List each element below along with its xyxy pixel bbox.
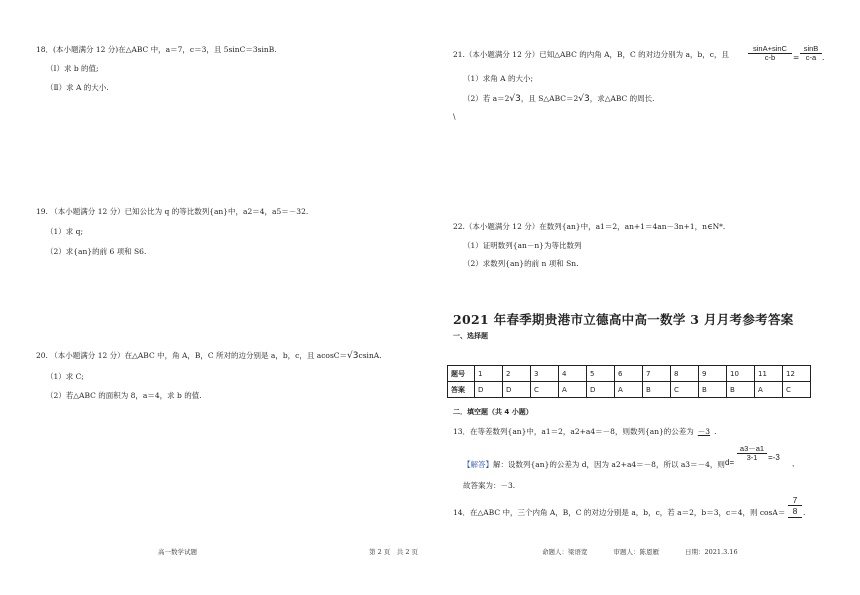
answer-table-number-row — [448, 366, 811, 382]
q14-fraction — [788, 495, 802, 516]
q22-part1: （1）证明数列{an－n}为等比数列 — [463, 241, 582, 250]
q19-part2: （2）求{an}的前 6 项和 S6. — [46, 247, 147, 256]
q21-part1: （1）求角 A 的大小; — [463, 74, 533, 83]
q21-fraction-2 — [800, 44, 825, 62]
q21-fraction-1 — [748, 45, 792, 62]
q21-p2-a: （2）若 a＝2 — [463, 94, 510, 103]
table-cell: C — [531, 382, 559, 398]
q14-stem: 14．在△ABC 中，三个内角 A，B，C 的对边分别是 a，b，c，若 a＝2，b＝3，c＝4，则 cosA＝ — [453, 508, 786, 517]
q13-solution — [463, 460, 725, 470]
q21-end: . — [822, 53, 825, 62]
table-cell: 5 — [587, 366, 615, 382]
q13-d-result: =-3 — [768, 453, 780, 462]
answer-table-answer-row — [448, 382, 811, 398]
table-cell: A — [755, 382, 783, 398]
answer-title: 2021 年春季期贵港市立德高中高一数学 3 月月考参考答案 — [453, 312, 794, 327]
table-cell: 10 — [727, 366, 755, 382]
q20-stem — [36, 351, 382, 361]
table-cell: D — [503, 382, 531, 398]
q21-equals: = — [793, 53, 800, 62]
q13-d-label: d= — [725, 458, 735, 467]
table-cell: A — [559, 382, 587, 398]
table-cell: 3 — [531, 366, 559, 382]
table-cell: C — [783, 382, 811, 398]
sqrt-symbol: √3 — [509, 94, 521, 104]
answer-table — [447, 365, 811, 398]
table-cell: 8 — [671, 366, 699, 382]
table-cell: D — [475, 382, 503, 398]
q21-p2-c: ，求△ABC 的周长. — [589, 94, 655, 103]
q21-frac1-numerator: sinA+sinC — [753, 44, 787, 53]
q22-part2: （2）求数列{an}的前 n 项和 Sn. — [463, 259, 579, 268]
table-header-answer: 答案 — [448, 382, 475, 398]
solution-tag: 【解答】 — [463, 460, 493, 469]
q13-frac-denominator: 3-1 — [737, 453, 767, 462]
q13-answer-line: 故答案为：－3. — [463, 481, 516, 490]
left-footer-page: 第 2 页 共 2 页 — [369, 548, 419, 556]
table-cell: B — [727, 382, 755, 398]
q21-frac2-denominator: c-a — [800, 53, 822, 62]
q22-stem: 22.（本小题满分 12 分）在数列{an}中，a1＝2，an+1＝4an－3n+1，n∈N*. — [453, 222, 726, 231]
q21-frac1-denominator: c-b — [748, 53, 792, 62]
table-header-number: 题号 — [448, 366, 475, 382]
q13-answer-blank: －3 — [697, 427, 711, 436]
q21-frac2-numerator: sinB — [803, 44, 819, 53]
q18-part2: （Ⅱ）求 A 的大小. — [46, 83, 109, 92]
q14-underline — [788, 517, 802, 518]
q13-end: . — [714, 427, 717, 436]
q14-end: . — [803, 508, 806, 517]
q14-frac-denominator: 8 — [788, 505, 802, 516]
right-footer: 命题人：梁语宽 审题人：陈恩雁 日期：2021.3.16 — [542, 548, 738, 556]
sqrt-symbol: √3 — [347, 351, 359, 361]
section-fill-in: 二．填空题（共 4 小题） — [453, 408, 533, 416]
q13-stem-text: 13．在等差数列{an}中，a1＝2，a2+a4＝－8，则数列{an}的公差为 — [453, 427, 694, 436]
q19-part1: （1）求 q; — [46, 227, 83, 236]
table-cell: 11 — [755, 366, 783, 382]
q20-stem-b: csinA. — [358, 351, 382, 360]
stray-mark: \ — [453, 112, 456, 121]
left-footer-subject: 高一数学试题 — [158, 548, 197, 556]
q21-part2 — [463, 94, 655, 104]
q19-stem: 19. （本小题满分 12 分）已知公比为 q 的等比数列{an}中，a2＝4，a5＝－32. — [36, 207, 309, 216]
q18-part1: （Ⅰ）求 b 的值; — [46, 64, 99, 73]
q20-part1: （1）求 C; — [46, 372, 84, 381]
q13-frac-numerator: a3－a1 — [739, 444, 765, 453]
q21-p2-b: ，且 S△ABC＝2 — [520, 94, 579, 103]
table-cell: A — [615, 382, 643, 398]
q21-stem: 21.（本小题满分 12 分）已知△ABC 的内角 A，B，C 的对边分别为 a，b，c，且 — [453, 50, 729, 59]
table-cell: B — [643, 382, 671, 398]
q18-stem: 18．(本小题满分 12 分)在△ABC 中，a＝7，c＝3，且 5sinC＝3sinB. — [36, 45, 277, 54]
q20-stem-a: 20. （本小题满分 12 分）在△ABC 中，角 A，B，C 所对的边分别是 a，b，c，且 acosC＝ — [36, 351, 348, 360]
table-cell: 9 — [699, 366, 727, 382]
table-cell: 6 — [615, 366, 643, 382]
table-cell: C — [671, 382, 699, 398]
sqrt-symbol: √3 — [578, 94, 590, 104]
q13-d-end: , — [792, 459, 795, 468]
table-cell: 1 — [475, 366, 503, 382]
table-cell: 12 — [783, 366, 811, 382]
q13-fraction — [737, 445, 767, 462]
table-cell: 2 — [503, 366, 531, 382]
q13-solution-text: 解：设数列{an}的公差为 d，因为 a2+a4＝－8，所以 a3＝－4，则 — [493, 460, 725, 469]
table-cell: B — [699, 382, 727, 398]
q13-stem — [453, 427, 716, 437]
table-cell: 4 — [559, 366, 587, 382]
q14-frac-numerator: 7 — [792, 495, 798, 505]
section-multiple-choice: 一、选择题 — [453, 332, 488, 340]
table-cell: D — [587, 382, 615, 398]
table-cell: 7 — [643, 366, 671, 382]
q20-part2: （2）若△ABC 的面积为 8，a＝4，求 b 的值. — [46, 391, 202, 400]
